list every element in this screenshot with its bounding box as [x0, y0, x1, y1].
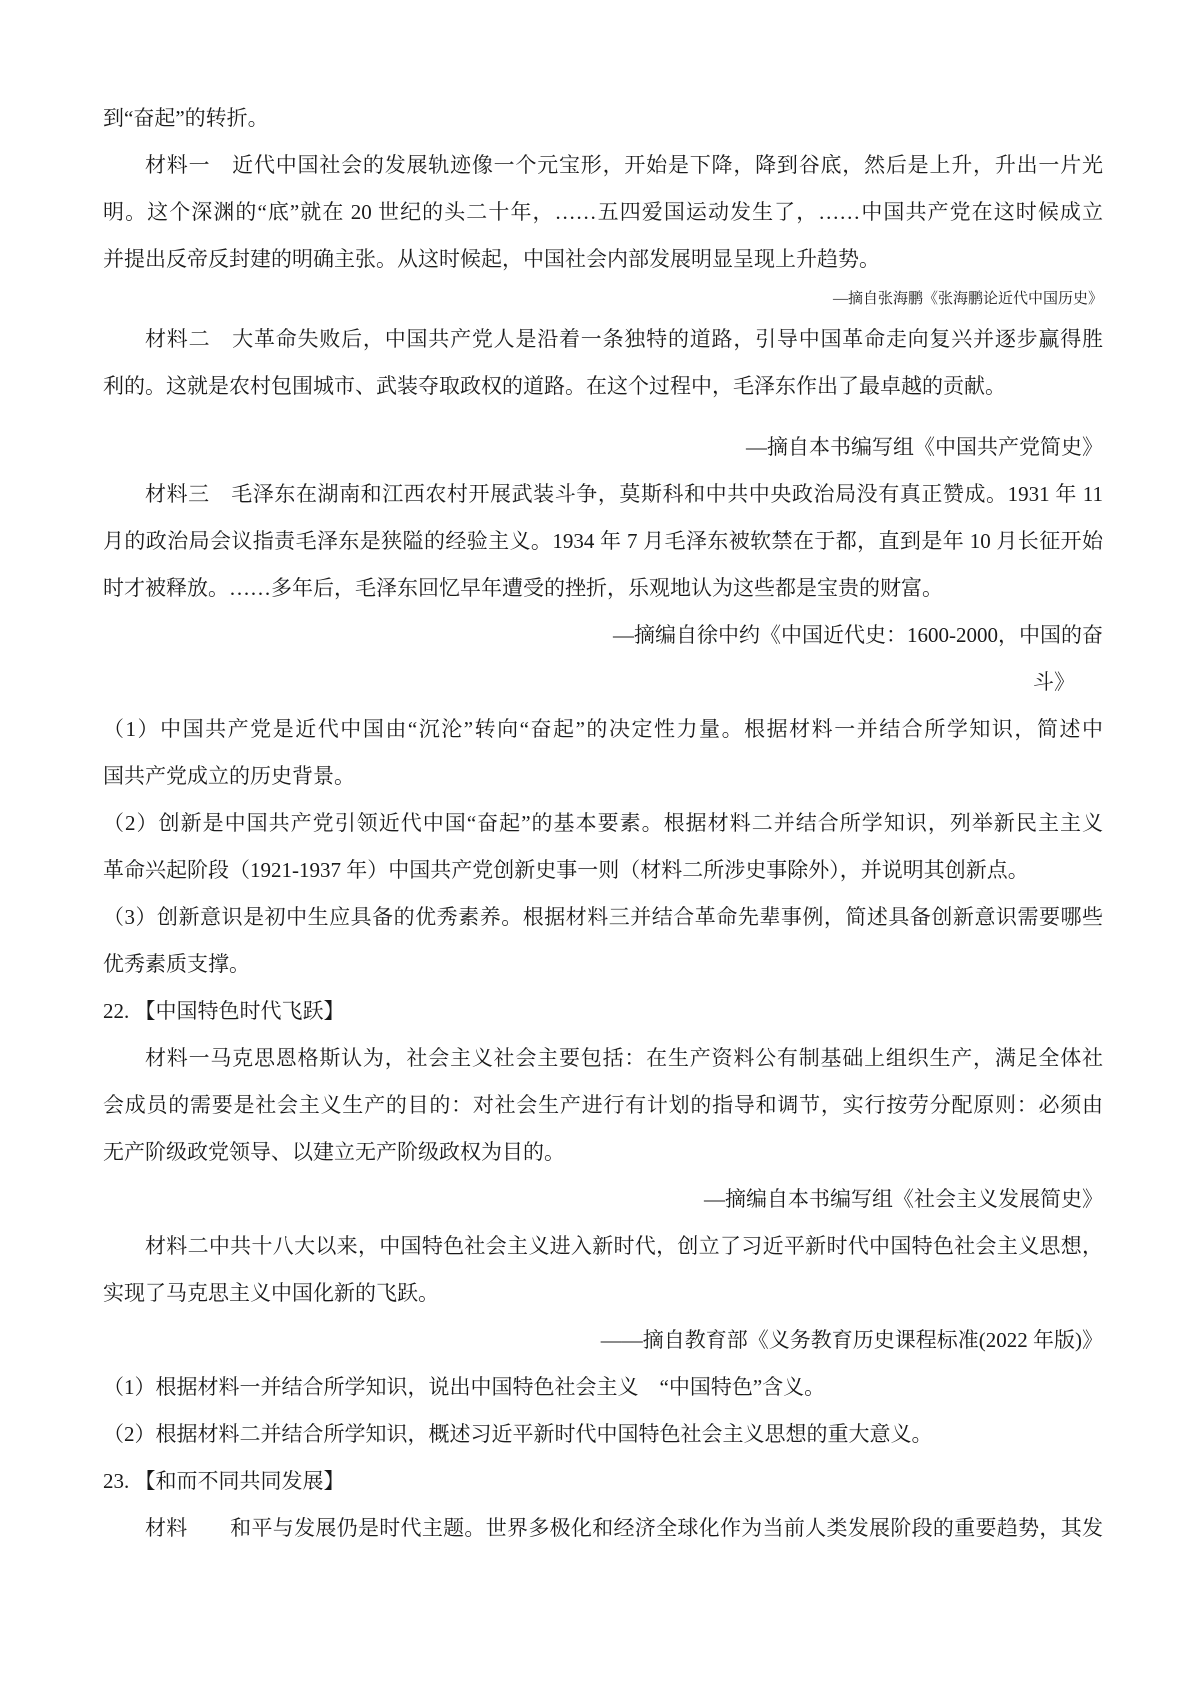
q21-stem-continuation: 到“奋起”的转折。 [103, 106, 269, 130]
q21-material3-citation-line1: —摘编自徐中约《中国近代史：1600-2000，中国的奋 [613, 623, 1103, 647]
q22-material2-line1: 材料二中共十八大以来，中国特色社会主义进入新时代，创立了习近平新时代中国特色社会主义思想， [145, 1234, 1103, 1258]
q22-material2-citation: ——摘自教育部《义务教育历史课程标准(2022 年版)》 [600, 1328, 1103, 1352]
q22-part1: （1）根据材料一并结合所学知识，说出中国特色社会主义 “中国特色”含义。 [103, 1375, 826, 1399]
q22-material1-line1: 材料一马克思恩格斯认为，社会主义社会主要包括：在生产资料公有制基础上组织生产，满足全体社 [145, 1046, 1103, 1070]
q21-material2-line1: 材料二 大革命失败后，中国共产党人是沿着一条独特的道路，引导中国革命走向复兴并逐步赢得胜 [145, 327, 1103, 351]
q21-part3-line2: 优秀素质支撑。 [103, 952, 250, 976]
q22-heading: 22. 【中国特色时代飞跃】 [103, 999, 345, 1023]
q21-material3-line2: 月的政治局会议指责毛泽东是狭隘的经验主义。1934 年 7 月毛泽东被软禁在于都，直到是年 10 月长征开始 [103, 529, 1103, 553]
q21-material3-line1: 材料三 毛泽东在湖南和江西农村开展武装斗争，莫斯科和中共中央政治局没有真正赞成。1931 年 11 [145, 482, 1103, 506]
q21-part3-line1: （3）创新意识是初中生应具备的优秀素养。根据材料三并结合革命先辈事例，简述具备创新意识需要哪些 [103, 905, 1103, 929]
q22-material1-citation: —摘编自本书编写组《社会主义发展简史》 [704, 1187, 1103, 1211]
q21-material3-line3: 时才被释放。……多年后，毛泽东回忆早年遭受的挫折，乐观地认为这些都是宝贵的财富。 [103, 576, 943, 600]
q22-material2-line2: 实现了马克思主义中国化新的飞跃。 [103, 1281, 439, 1305]
q21-material1-line3: 并提出反帝反封建的明确主张。从这时候起，中国社会内部发展明显呈现上升趋势。 [103, 247, 880, 271]
q21-part2-line2: 革命兴起阶段（1921-1937 年）中国共产党创新史事一则（材料二所涉史事除外），并说明其创新点。 [103, 858, 1029, 882]
q21-material2-citation: —摘自本书编写组《中国共产党简史》 [746, 435, 1103, 459]
q22-part2: （2）根据材料二并结合所学知识，概述习近平新时代中国特色社会主义思想的重大意义。 [103, 1422, 933, 1446]
q23-heading: 23. 【和而不同共同发展】 [103, 1469, 345, 1493]
q23-material-line1: 材料 和平与发展仍是时代主题。世界多极化和经济全球化作为当前人类发展阶段的重要趋势，其发 [145, 1516, 1103, 1540]
q22-material1-line3: 无产阶级政党领导、以建立无产阶级政权为目的。 [103, 1140, 565, 1164]
q21-material3-citation-line2: 斗》 [1033, 670, 1075, 694]
q22-material1-line2: 会成员的需要是社会主义生产的目的：对社会生产进行有计划的指导和调节，实行按劳分配原则：必须由 [103, 1093, 1103, 1117]
q21-part2-line1: （2）创新是中国共产党引领近代中国“奋起”的基本要素。根据材料二并结合所学知识，列举新民主主义 [103, 811, 1103, 835]
q21-part1-line2: 国共产党成立的历史背景。 [103, 764, 355, 788]
q21-part1-line1: （1）中国共产党是近代中国由“沉沦”转向“奋起”的决定性力量。根据材料一并结合所学知识，简述中 [103, 717, 1103, 741]
document-lines [103, 95, 1103, 1552]
q21-material1-line1: 材料一 近代中国社会的发展轨迹像一个元宝形，开始是下降，降到谷底，然后是上升，升出一片光 [145, 153, 1103, 177]
q21-material1-citation: —摘自张海鹏《张海鹏论近代中国历史》 [832, 291, 1103, 307]
q21-material2-line2: 利的。这就是农村包围城市、武装夺取政权的道路。在这个过程中，毛泽东作出了最卓越的贡献。 [103, 374, 1006, 398]
q21-material1-line2: 明。这个深渊的“底”就在 20 世纪的头二十年，……五四爱国运动发生了，……中国共产党在这时候成立 [103, 200, 1103, 224]
